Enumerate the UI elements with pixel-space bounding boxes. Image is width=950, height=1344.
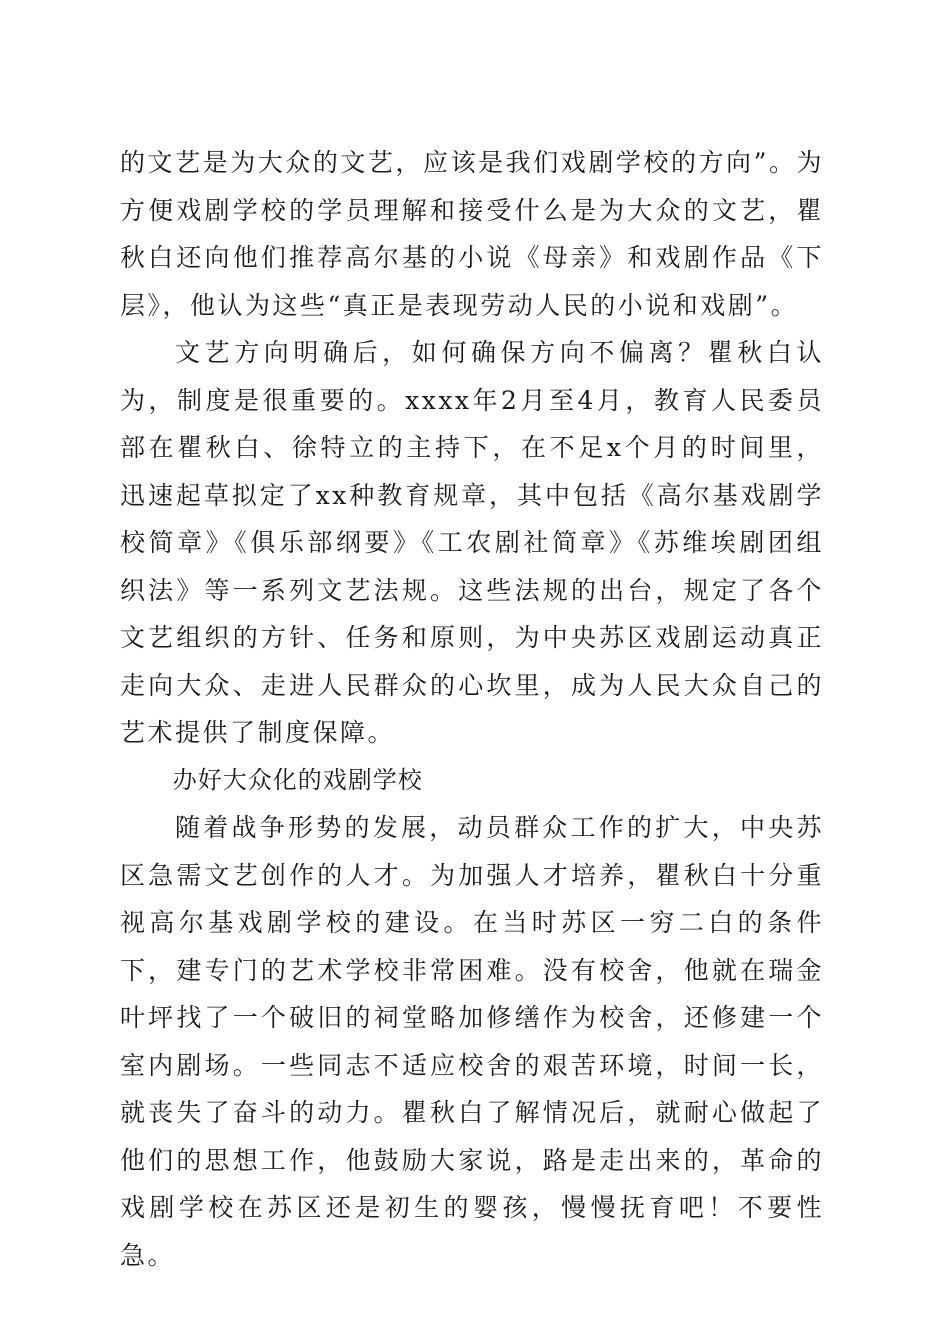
paragraph-regulations: 文艺方向明确后，如何确保方向不偏离？瞿秋白认为，制度是很重要的。xxxx年2月至4月，教育人民委员部在瞿秋白、徐特立的主持下，在不足x个月的时间里，迅速起草拟定了xx种教育规章，其中包括《高尔基戏剧学校简章》《俱乐部纲要》《工农剧社简章》《苏维埃剧团组织法》等一系列文艺法规。这些法规的出台，规定了各个文艺组织的方针、任务和原则，为中央苏区戏剧运动真正走向大众、走进人民群众的心坎里，成为人民大众自己的艺术提供了制度保障。 <box>120 338 824 747</box>
paragraph-school: 随着战争形势的发展，动员群众工作的扩大，中央苏区急需文艺创作的人才。为加强人才培养，瞿秋白十分重视高尔基戏剧学校的建设。在当时苏区一穷二白的条件下，建专门的艺术学校非常困难。没有校舍，他就在瑞金叶坪找了一个破旧的祠堂略加修缮作为校舍，还修建一个室内剧场。一些同志不适应校舍的艰苦环境，时间一长，就丧失了奋斗的动力。瞿秋白了解情况后，就耐心做起了他们的思想工作，他鼓励大家说，路是走出来的，革命的戏剧学校在苏区还是初生的婴孩，慢慢抚育吧！不要性急。 <box>120 813 824 1270</box>
section-heading: 办好大众化的戏剧学校 <box>172 765 423 794</box>
document-body <box>120 139 824 1279</box>
paragraph-continuation: 的文艺是为大众的文艺，应该是我们戏剧学校的方向”。为方便戏剧学校的学员理解和接受什么是为大众的文艺，瞿秋白还向他们推荐高尔基的小说《母亲》和戏剧作品《下层》，他认为这些“真正是表现劳动人民的小说和戏剧”。 <box>120 148 824 320</box>
